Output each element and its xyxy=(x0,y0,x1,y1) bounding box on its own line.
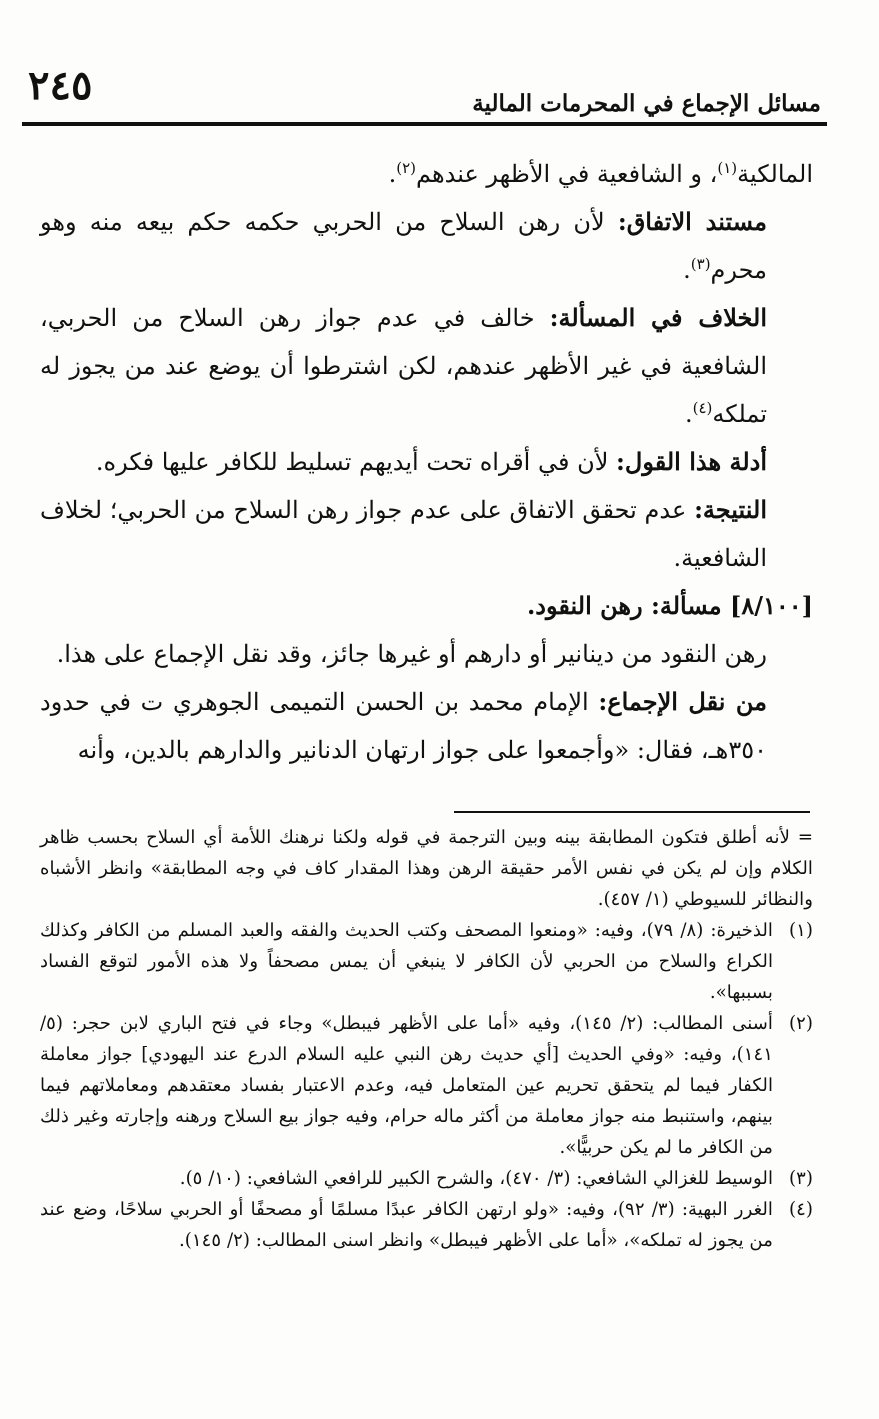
paragraph-issue: رهن النقود من دينانير أو دارهم أو غيرها جائز، وقد نقل الإجماع على هذا. xyxy=(56,640,767,668)
footnote-ref-3[interactable]: (٣) xyxy=(690,255,711,273)
footnote-ref-4[interactable]: (٤) xyxy=(692,399,713,417)
page-number: ٢٤٥ xyxy=(28,62,93,109)
footnote-text: أسنى المطالب: (٢/ ١٤٥)، وفيه «أما على الأظهر فيبطل» وجاء في فتح الباري لابن حجر: (٥/ ١٤١)، وفيه: «وفي الحديث [أي حديث رهن النبي عليه السلام الدرع عند اليهودي] جواز معاملة الكفار فيما لم يتحقق تحريم عين المتعامل فيه، وعدم الاعتبار بفساد معتقدهم ومعاملاتهم فيما بينهم، واستنبط منه جواز معاملة من أكثر ماله حرام، وفيه جواز بيع السلاح ورهنه وإجارته وغير ذلك من الكافر ما لم يكن حربيًّا». xyxy=(40,1013,773,1158)
footnote-ref-2[interactable]: (٢) xyxy=(396,159,416,177)
footnote-number: (٣) xyxy=(789,1168,813,1189)
running-title: مسائل الإجماع في المحرمات المالية xyxy=(472,90,821,117)
footnote-4 xyxy=(40,1194,813,1256)
paragraph-basis: مستند الاتفاق: لأن رهن السلاح من الحربي حكمه حكم بيعه منه وهو محرم$^{(٣)}$. xyxy=(40,207,768,284)
paragraph-evidence: أدلة هذا القول: لأن في أقراه تحت أيديهم تسليط للكافر عليها فكره. xyxy=(95,447,767,476)
footnote-1 xyxy=(40,915,813,1008)
paragraph-disagreement: الخلاف في المسألة: خالف في عدم جواز رهن السلاح من الحربي، الشافعية في غير الأظهر عندهم، لكن اشترطوا أن يوضع عند من يجوز له تملكه$^{(٤)}$. xyxy=(40,303,767,428)
footnote-text: الغرر البهية: (٣/ ٩٢)، وفيه: «ولو ارتهن الكافر عبدًا مسلمًا أو مصحفًا أو الحربي سلاحًا، وضع عند من يجوز له تملكه»، «أما على الأظهر فيبطل» وانظر اسنى المطالب: (٢/ ١٤٥). xyxy=(40,1199,773,1251)
footnote-number: (١) xyxy=(789,920,813,941)
basis-label: مستند الاتفاق: xyxy=(617,207,768,236)
footnote-continuation: = لأنه أطلق فتكون المطابقة بينه وبين الترجمة في قوله ولكنا نرهنك اللأمة أي السلاح بحسب ظاهر الكلام وإن لم يكن في نفس الأمر حقيقة الرهن وهذا المقدار كاف في وجه المطابقة» وانظر الأشباه والنظائر للسيوطي (١/ ٤٥٧). xyxy=(40,827,813,910)
evidence-label: أدلة هذا القول: xyxy=(616,447,767,476)
footnote-2 xyxy=(40,1008,813,1163)
footnote-number: (٢) xyxy=(789,1013,813,1034)
paragraph-result: النتيجة: عدم تحقق الاتفاق على عدم جواز رهن السلاح من الحربي؛ لخلاف الشافعية. xyxy=(40,495,767,572)
disagreement-label: الخلاف في المسألة: xyxy=(549,303,767,332)
result-label: النتيجة: xyxy=(694,495,767,524)
footnote-3 xyxy=(40,1163,813,1194)
main-text xyxy=(40,150,813,774)
footnote-rule xyxy=(454,811,810,813)
footnote-number: (٤) xyxy=(789,1199,813,1220)
footnote-text: الذخيرة: (٨/ ٧٩)، وفيه: «ومنعوا المصحف وكتب الحديث والفقه والعبد المسلم من الكافر وكذلك الكراع والسلاح من الحربي لأن الكافر لا ينبغي أن يمس مصحفاً ولا هذه الأمور لتوقع الفساد بسببها». xyxy=(40,920,773,1003)
footnote-text: الوسيط للغزالي الشافعي: (٣/ ٤٧٠)، والشرح الكبير للرافعي الشافعي: (١٠/ ٥). xyxy=(179,1168,773,1189)
paragraph-transmitter: من نقل الإجماع: الإمام محمد بن الحسن التميمى الجوهري ت في حدود ٣٥٠هـ، فقال: «وأجمعوا على جواز ارتهان الدنانير والدارهم بالدين، وأنه xyxy=(40,687,767,764)
issue-heading: [٨/١٠٠] مسألة: رهن النقود. xyxy=(526,591,813,620)
header-rule xyxy=(22,122,827,126)
footnote-ref-1[interactable]: (١) xyxy=(717,159,738,177)
transmitter-label: من نقل الإجماع: xyxy=(598,687,767,716)
footnotes xyxy=(40,822,813,1256)
paragraph-1: المالكية$^{(١)}$، و الشافعية في الأظهر عندهم$^{(٢)}$. xyxy=(388,159,813,188)
